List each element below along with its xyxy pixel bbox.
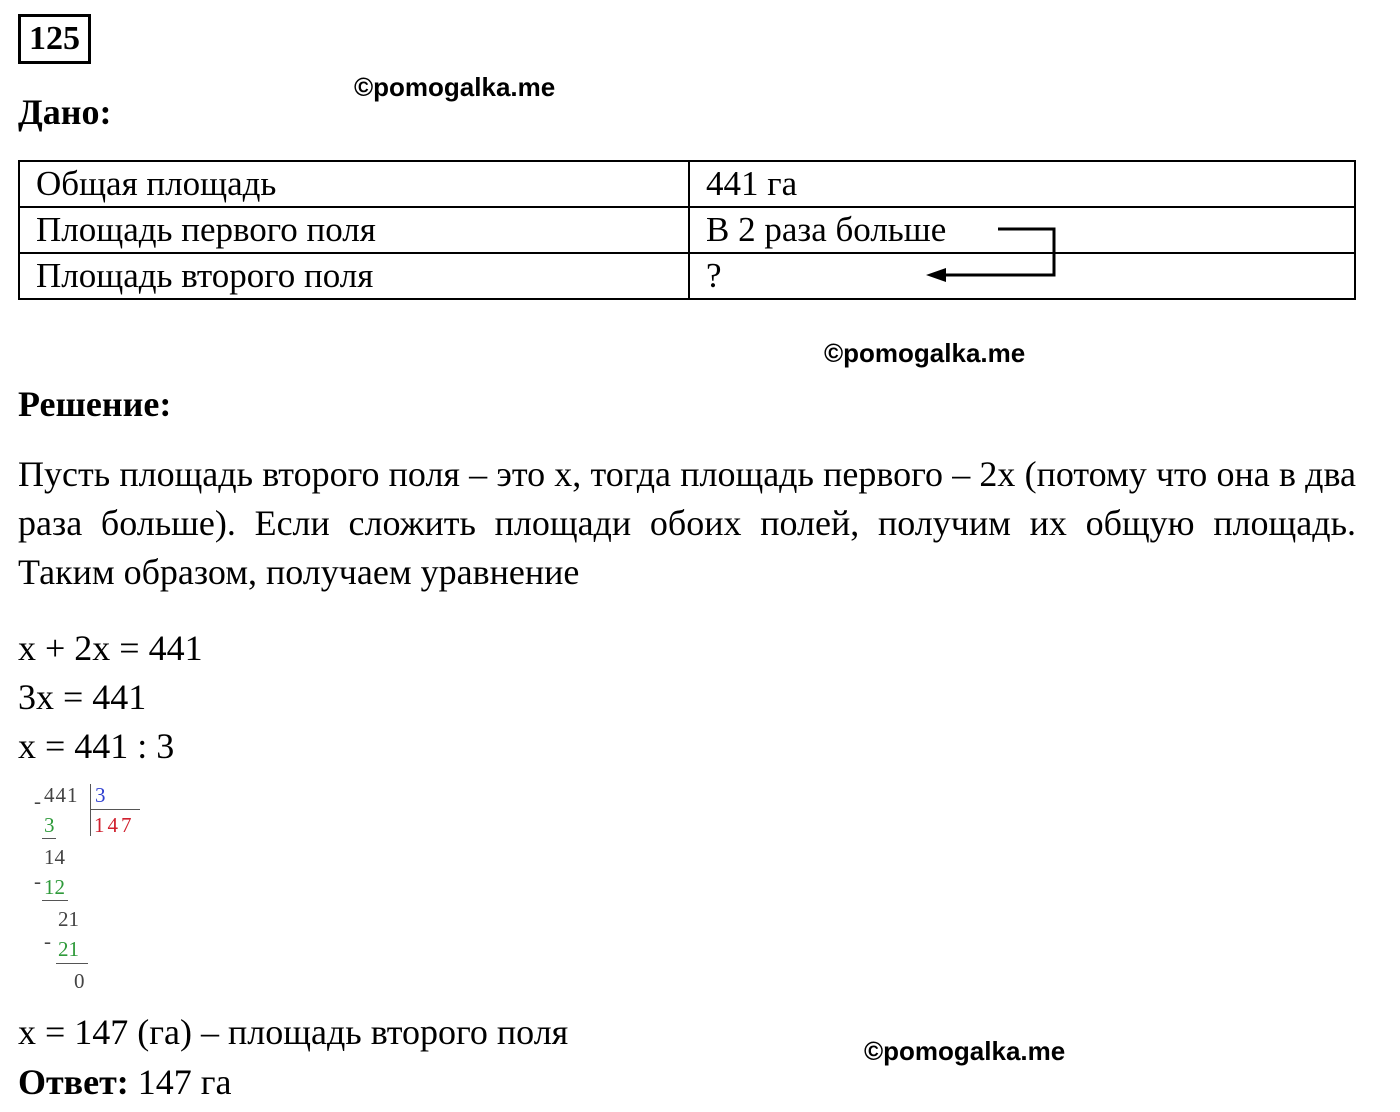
ld-step-2-subtrahend: 12 [44, 875, 65, 899]
equation-line-1: x + 2x = 441 [18, 628, 203, 668]
row-label-total-area: Общая площадь [19, 161, 689, 207]
watermark-middle: ©pomogalka.me [824, 338, 1026, 368]
ld-dividend: 441 [44, 783, 79, 807]
comparison-arrow-icon [920, 220, 1070, 290]
table-row [19, 161, 1355, 207]
row-value-second-field: ? [689, 253, 1355, 299]
ld-step-3-subtrahend: 21 [58, 937, 79, 961]
ld-step-3-remainder: 0 [74, 969, 85, 993]
ld-step-2-remainder: 21 [58, 907, 79, 931]
minus-sign: - [34, 869, 41, 893]
ld-quotient: 147 [94, 813, 135, 837]
problem-number: 125 [18, 14, 91, 64]
table-row [19, 253, 1355, 299]
ld-step-1-subtrahend: 3 [44, 813, 55, 837]
solution-title: Решение: [18, 384, 172, 424]
minus-sign: - [44, 929, 51, 953]
row-value-first-field: В 2 раза больше [689, 207, 1355, 253]
long-division [30, 782, 160, 997]
answer-line [18, 1062, 232, 1102]
ld-step-1-line [42, 838, 56, 839]
ld-step-2-line [42, 900, 68, 901]
table-row [19, 207, 1355, 253]
given-table [18, 160, 1356, 300]
ld-step-3-line [56, 963, 88, 964]
result-line: x = 147 (га) – площадь второго поля [18, 1012, 569, 1052]
equation-line-3: x = 441 : 3 [18, 726, 175, 766]
ld-step-1-remainder: 14 [44, 845, 65, 869]
watermark-top: ©pomogalka.me [354, 72, 556, 102]
answer-value: 147 га [128, 1062, 232, 1102]
minus-sign: - [34, 789, 41, 813]
ld-divider-horizontal [90, 809, 140, 810]
given-title: Дано: [18, 92, 112, 132]
row-label-second-field: Площадь второго поля [19, 253, 689, 299]
ld-divisor: 3 [95, 783, 106, 807]
solution-paragraph: Пусть площадь второго поля – это x, тогда площадь первого – 2x (потому что она в два раза больше). Если сложить площади обоих полей, получим их общую площадь. Таким образом, получаем уравнение [18, 454, 1356, 592]
row-value-total-area: 441 га [689, 161, 1355, 207]
ld-divider-vertical [90, 784, 91, 836]
row-label-first-field: Площадь первого поля [19, 207, 689, 253]
answer-label: Ответ: [18, 1062, 129, 1102]
watermark-bottom: ©pomogalka.me [864, 1036, 1066, 1066]
equation-line-2: 3x = 441 [18, 677, 147, 717]
